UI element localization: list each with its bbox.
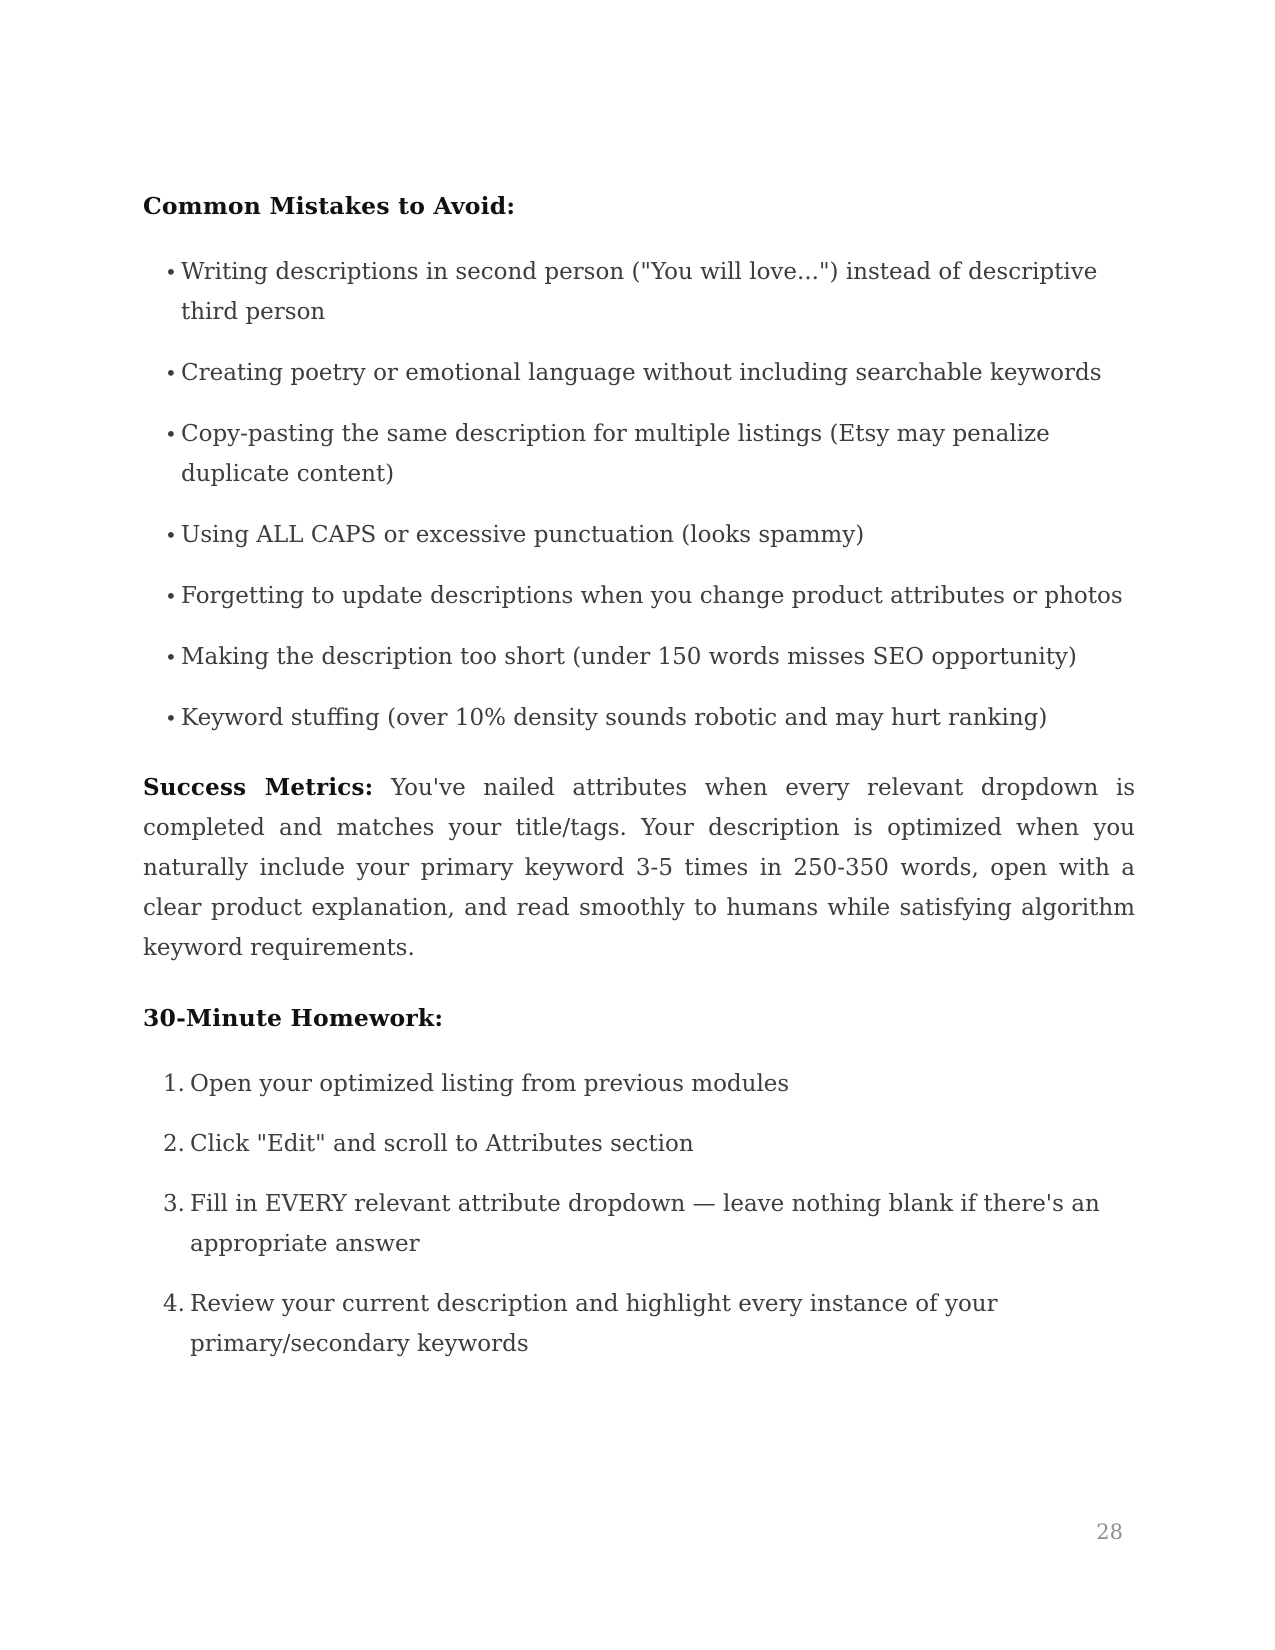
list-item-text: Open your optimized listing from previous modules [190, 1071, 790, 1097]
list-item [143, 1124, 1135, 1164]
success-metrics-paragraph [143, 768, 1135, 968]
list-item [143, 414, 1135, 494]
list-item [143, 1284, 1135, 1364]
list-item-text: Copy-pasting the same description for multiple listings (Etsy may penalize duplicate content) [181, 421, 1050, 487]
list-item [143, 576, 1135, 616]
bullet-icon: • [165, 645, 177, 669]
list-item [143, 353, 1135, 393]
list-item-text: Making the description too short (under 150 words misses SEO opportunity) [181, 644, 1077, 670]
list-item-text: Writing descriptions in second person ("You will love...") instead of descriptive third person [181, 259, 1098, 325]
list-item-text: Using ALL CAPS or excessive punctuation (looks spammy) [181, 522, 865, 548]
list-item-text: Keyword stuffing (over 10% density sounds robotic and may hurt ranking) [181, 705, 1048, 731]
bullet-icon: • [165, 523, 177, 547]
success-metrics-label: Success Metrics: [143, 774, 374, 801]
bullet-icon: • [165, 584, 177, 608]
list-item-text: Forgetting to update descriptions when you change product attributes or photos [181, 583, 1123, 609]
bullet-icon: • [165, 422, 177, 446]
mistakes-list [143, 252, 1135, 738]
success-metrics-text: You've nailed attributes when every relevant dropdown is completed and matches your title/tags. Your description is optimized when you naturally include your primary keyword 3-5 times in 250-350 words, open with a clear product explanation, and read smoothly to humans while satisfying algorithm keyword requirements. [143, 775, 1135, 961]
section-heading-common-mistakes: Common Mistakes to Avoid: [143, 192, 516, 220]
list-item [143, 698, 1135, 738]
list-item-text: Fill in EVERY relevant attribute dropdown — leave nothing blank if there's an appropriate answer [190, 1191, 1100, 1257]
list-item-text: Click "Edit" and scroll to Attributes section [190, 1131, 694, 1157]
bullet-icon: • [165, 706, 177, 730]
list-item [143, 515, 1135, 555]
list-item [143, 1184, 1135, 1264]
bullet-icon: • [165, 361, 177, 385]
section-heading-homework: 30-Minute Homework: [143, 1004, 444, 1032]
list-number: 4. [163, 1291, 185, 1317]
list-number: 3. [163, 1191, 185, 1217]
list-number: 2. [163, 1131, 185, 1157]
list-number: 1. [163, 1071, 185, 1097]
list-item-text: Review your current description and highlight every instance of your primary/secondary keywords [190, 1291, 998, 1357]
bullet-icon: • [165, 260, 177, 284]
list-item [143, 637, 1135, 677]
homework-list [143, 1064, 1135, 1364]
list-item [143, 252, 1135, 332]
list-item [143, 1064, 1135, 1104]
list-item-text: Creating poetry or emotional language without including searchable keywords [181, 360, 1102, 386]
page-number: 28 [1096, 1520, 1123, 1544]
